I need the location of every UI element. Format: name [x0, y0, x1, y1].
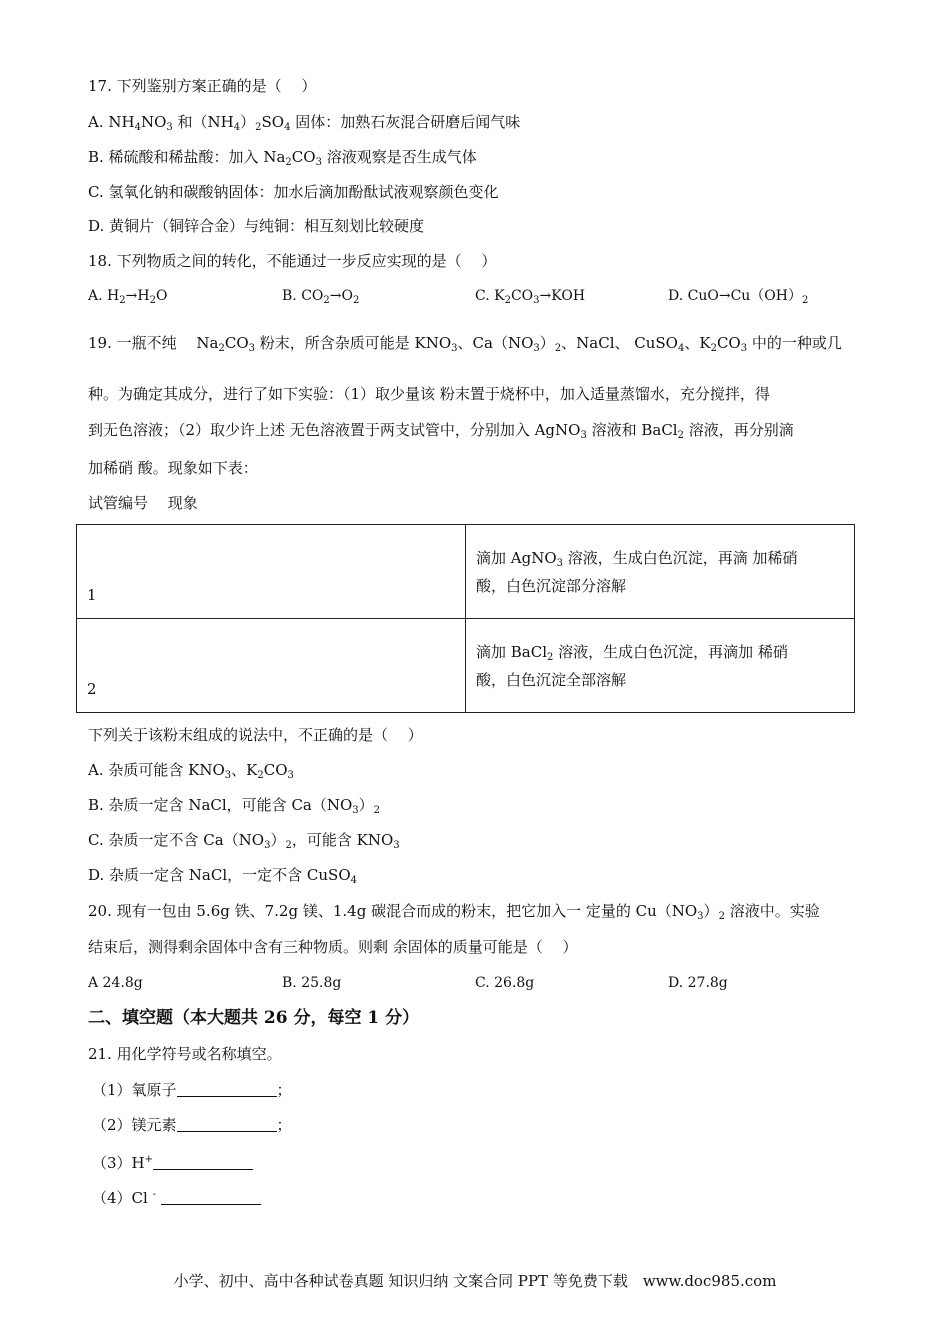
q19-table-header: 试管编号 现象: [88, 494, 198, 512]
q19-stem-2: 下列关于该粉末组成的说法中，不正确的是（ ）: [88, 726, 423, 744]
q17-option-c: C. 氢氧化钠和碳酸钠固体：加水后滴加酚酞试液观察颜色变化: [88, 183, 499, 201]
q19-line-1: 19. 一瓶不纯 $Na_2CO_3$ 粉末，所含杂质可能是 $KNO_3$、$Ca(NO_3)_2$、NaCl、 CuSO$_4$、$K_2CO_3$ 中的一种或几: [88, 334, 842, 354]
observation-table: [76, 524, 855, 713]
q17-option-b: B. 稀硫酸和稀盐酸：加入 $Na_2CO_3$ 溶液观察是否生成气体: [88, 148, 477, 168]
q20-line-2: 结束后，测得剩余固体中含有三种物质。则剩 余固体的质量可能是（ ）: [88, 938, 578, 956]
q18-option-b: B. $CO_2\to O_2$: [282, 288, 360, 306]
q18-option-c: C. $K_2CO_3\to KOH$: [475, 288, 586, 306]
q19-line-3: 到无色溶液；（2）取少许上述 无色溶液置于两支试管中，分别加入 AgNO$_3$ 溶液和 BaCl$_2$ 溶液，再分别滴: [88, 421, 794, 441]
q17-stem: 17. 下列鉴别方案正确的是（ ）: [88, 77, 317, 95]
q21-stem: 21. 用化学符号或名称填空。: [88, 1045, 282, 1063]
observation-text: 滴加 AgNO$_3$ 溶液，生成白色沉淀，再滴 加稀硝 酸，白色沉淀部分溶解: [466, 525, 855, 619]
section-heading: 二、填空题（本大题共 26 分，每空 1 分）: [88, 1008, 420, 1028]
answer-blank[interactable]: [153, 1155, 253, 1170]
tube-number: 1: [77, 525, 466, 619]
q21-item-4: （4）Cl -: [92, 1185, 261, 1208]
q18-stem: 18. 下列物质之间的转化，不能通过一步反应实现的是（ ）: [88, 252, 497, 270]
page-footer: 小学、初中、高中各种试卷真题 知识归纳 文案合同 PPT 等免费下载 www.doc985.com: [173, 1272, 777, 1290]
q21-item-2: （2）镁元素 ；: [92, 1116, 292, 1134]
table-row: [77, 619, 855, 713]
q20-option-c: C. 26.8g: [475, 975, 535, 991]
q19-option-a: A. 杂质可能含 $KNO_3$、$K_2CO_3$: [88, 761, 294, 781]
q20-option-d: D. 27.8g: [668, 975, 728, 991]
q20-line-1: 20. 现有一包由 5.6g 铁、7.2g 镁、1.4g 碳混合而成的粉末，把它加入一 定量的 $Cu(NO_3)_2$ 溶液中。实验: [88, 902, 820, 922]
q18-option-a: A. $H_2\to H_2O$: [88, 288, 168, 306]
q18-option-d: D. $CuO\to Cu(OH)_2$: [668, 288, 809, 306]
q19-line-4: 加稀硝 酸。现象如下表：: [88, 459, 258, 477]
q17-option-d: D. 黄铜片（铜锌合金）与纯铜：相互刻划比较硬度: [88, 217, 425, 235]
q21-item-1: （1）氧原子 ；: [92, 1081, 292, 1099]
q19-option-d: D. 杂质一定含 NaCl，一定不含 CuSO$_4$: [88, 866, 357, 886]
answer-blank[interactable]: [177, 1082, 277, 1097]
q19-line-2: 种。为确定其成分，进行了如下实验：（1）取少量该 粉末置于烧杯中，加入适量蒸馏水，充分搅拌，得: [88, 385, 770, 403]
q20-option-b: B. 25.8g: [282, 975, 342, 991]
observation-text: 滴加 BaCl$_2$ 溶液，生成白色沉淀，再滴加 稀硝 酸，白色沉淀全部溶解: [466, 619, 855, 713]
q20-option-a: A 24.8g: [88, 975, 143, 991]
q19-option-b: B. 杂质一定含 NaCl，可能含 $Ca(NO_3)_2$: [88, 796, 381, 816]
answer-blank[interactable]: [161, 1190, 261, 1205]
q17-option-a: A. $NH_4NO_3$ 和$(NH_4)_2SO_4$ 固体：加熟石灰混合研磨后闻气味: [88, 113, 521, 133]
q21-item-3: （3）H+: [92, 1150, 253, 1173]
table-row: [77, 525, 855, 619]
tube-number: 2: [77, 619, 466, 713]
answer-blank[interactable]: [177, 1117, 277, 1132]
q19-option-c: C. 杂质一定不含 $Ca(NO_3)_2$，可能含 $KNO_3$: [88, 831, 400, 851]
